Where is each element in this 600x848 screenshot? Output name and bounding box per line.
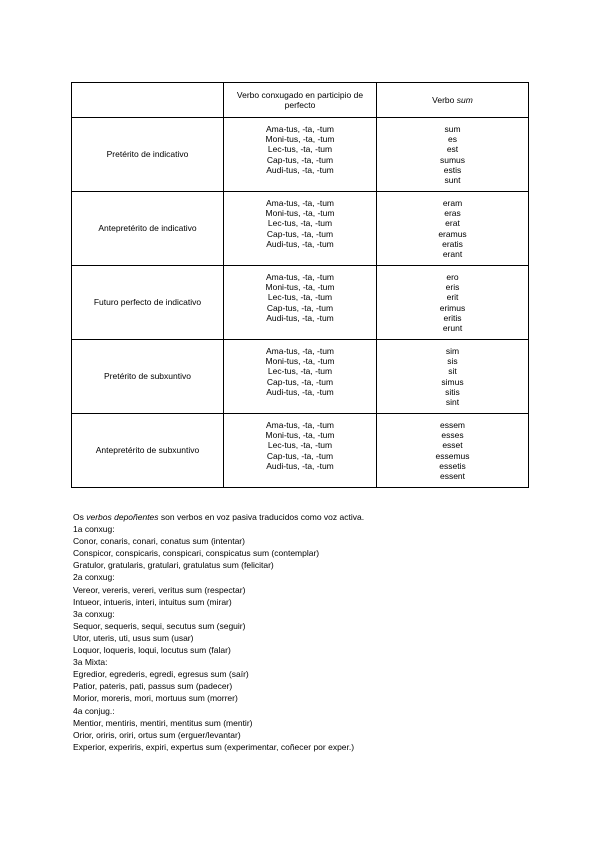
form-line: sim <box>445 345 460 356</box>
header-verb-label: Verbo <box>432 94 457 105</box>
participle-line: Cap-tus, -ta, -tum <box>266 228 334 239</box>
table-row <box>72 266 529 340</box>
form-line: eramus <box>438 228 467 239</box>
participles-cell <box>224 118 377 192</box>
form-line: estis <box>443 164 462 175</box>
participle-line: Audi-tus, -ta, -tum <box>266 386 334 397</box>
forms-cell <box>377 118 529 192</box>
form-line: sint <box>445 396 460 407</box>
notes-line: Egredior, egrederis, egredi, egresus sum (saír) <box>73 669 249 680</box>
participle-line: Ama-tus, -ta, -tum <box>265 419 334 430</box>
notes-line: Utor, uteris, uti, usus sum (usar) <box>73 632 194 643</box>
participle-line: Audi-tus, -ta, -tum <box>266 312 334 323</box>
participle-line: Moni-tus, -ta, -tum <box>265 208 335 219</box>
participle-line: Ama-tus, -ta, -tum <box>265 345 334 356</box>
participle-line: Cap-tus, -ta, -tum <box>266 302 334 313</box>
form-line: sum <box>444 123 461 134</box>
header-verb-sum <box>377 83 529 118</box>
notes-line: Conspicor, conspicaris, conspicari, conspicatus sum (contemplar) <box>73 548 320 559</box>
form-line: eritis <box>443 312 462 323</box>
header-sum-word: sum <box>456 94 473 105</box>
participle-spacer <box>228 397 372 407</box>
participle-spacer <box>228 471 372 481</box>
forms-cell <box>377 192 529 266</box>
form-line: ero <box>446 271 459 282</box>
form-line: erimus <box>439 302 466 313</box>
form-line: est <box>446 144 459 155</box>
participle-line: Moni-tus, -ta, -tum <box>265 430 335 441</box>
participle-line: Ama-tus, -ta, -tum <box>265 271 334 282</box>
notes-line: Morior, moreris, mori, mortuus sum (morrer) <box>73 693 238 704</box>
participle-line: Cap-tus, -ta, -tum <box>266 154 334 165</box>
form-line: erunt <box>442 322 463 333</box>
participle-line: Lec-tus, -ta, -tum <box>267 144 333 155</box>
intro-italic-term: verbos depoñentes <box>86 512 159 522</box>
form-line: erant <box>442 248 463 259</box>
participle-line: Moni-tus, -ta, -tum <box>265 134 335 145</box>
participles-cell <box>224 340 377 414</box>
notes-heading-conj4: 4a conjug.: <box>73 705 115 716</box>
forms-cell <box>377 266 529 340</box>
form-line: esses <box>441 430 464 441</box>
form-line: essem <box>439 419 466 430</box>
participle-line: Ama-tus, -ta, -tum <box>265 197 334 208</box>
form-line: essetis <box>439 460 466 471</box>
form-line: simus <box>441 376 464 387</box>
intro-suffix: son verbos en voz pasiva traducidos como voz activa. <box>158 512 365 522</box>
header-participle: Verbo conxugado en participio de perfecto <box>224 83 377 118</box>
form-line: erit <box>446 292 459 303</box>
form-line: eras <box>444 208 461 219</box>
notes-line: Sequor, sequeris, sequi, secutus sum (seguir) <box>73 620 246 631</box>
participles-cell <box>224 414 377 488</box>
form-line: sumus <box>439 154 466 165</box>
form-line: eris <box>445 282 460 293</box>
notes-line: Intueor, intueris, interi, intuitus sum (mirar) <box>73 596 232 607</box>
tense-cell: Pretérito de subxuntivo <box>72 340 224 414</box>
table-header-row <box>72 83 529 118</box>
conjugation-table <box>71 82 529 488</box>
notes-heading-conj2: 2a conxug: <box>73 572 115 583</box>
participle-spacer <box>228 175 372 185</box>
form-line: sis <box>447 356 458 367</box>
form-line: sit <box>448 366 457 377</box>
form-line: eratis <box>442 238 463 249</box>
table-row <box>72 192 529 266</box>
notes-heading-conj1: 1a conxug: <box>73 524 115 535</box>
table-row <box>72 340 529 414</box>
participle-line: Ama-tus, -ta, -tum <box>265 123 334 134</box>
notes-line: Vereor, vereris, vereri, veritus sum (respectar) <box>73 584 246 595</box>
participle-line: Cap-tus, -ta, -tum <box>266 376 334 387</box>
participle-spacer <box>228 323 372 333</box>
participle-line: Lec-tus, -ta, -tum <box>267 440 333 451</box>
forms-cell <box>377 414 529 488</box>
participles-cell <box>224 266 377 340</box>
form-line: essemus <box>435 450 470 461</box>
form-line: sitis <box>445 386 460 397</box>
participle-line: Cap-tus, -ta, -tum <box>266 450 334 461</box>
participle-line: Lec-tus, -ta, -tum <box>267 218 333 229</box>
form-line: essent <box>439 470 466 481</box>
table-row <box>72 118 529 192</box>
tense-cell: Pretérito de indicativo <box>72 118 224 192</box>
participle-line: Moni-tus, -ta, -tum <box>265 282 335 293</box>
tense-cell: Antepretérito de subxuntivo <box>72 414 224 488</box>
form-line: es <box>448 134 457 145</box>
notes-line: Orior, oriris, oriri, ortus sum (erguer/levantar) <box>73 729 241 740</box>
participle-line: Lec-tus, -ta, -tum <box>267 292 333 303</box>
header-empty-cell <box>72 83 224 118</box>
participles-cell <box>224 192 377 266</box>
participle-line: Lec-tus, -ta, -tum <box>267 366 333 377</box>
tense-cell: Futuro perfecto de indicativo <box>72 266 224 340</box>
table-row <box>72 414 529 488</box>
tense-cell: Antepretérito de indicativo <box>72 192 224 266</box>
forms-cell <box>377 340 529 414</box>
notes-line: Conor, conaris, conari, conatus sum (intentar) <box>73 536 245 547</box>
participle-line: Moni-tus, -ta, -tum <box>265 356 335 367</box>
participle-line: Audi-tus, -ta, -tum <box>266 238 334 249</box>
participle-line: Audi-tus, -ta, -tum <box>266 460 334 471</box>
notes-line: Loquor, loqueris, loqui, locutus sum (falar) <box>73 645 231 656</box>
form-line: esset <box>442 440 463 451</box>
notes-line: Gratulor, gratularis, gratulari, gratulatus sum (felicitar) <box>73 560 274 571</box>
intro-prefix: Os <box>73 512 87 522</box>
participle-line: Audi-tus, -ta, -tum <box>266 164 334 175</box>
notes-line: Experior, experiris, expiri, expertus sum (experimentar, coñecer por exper.) <box>73 741 355 752</box>
form-line: eram <box>442 197 463 208</box>
notes-heading-mixed: 3a Mixta: <box>73 657 108 668</box>
notes-intro <box>73 511 533 523</box>
participle-spacer <box>228 249 372 259</box>
notes-line: Mentior, mentiris, mentiri, mentitus sum (mentir) <box>73 717 253 728</box>
deponent-verbs-notes <box>73 511 533 753</box>
notes-heading-conj3: 3a conxug: <box>73 608 115 619</box>
notes-line: Patior, pateris, pati, passus sum (padecer) <box>73 681 233 692</box>
form-line: erat <box>445 218 460 229</box>
form-line: sunt <box>444 174 461 185</box>
